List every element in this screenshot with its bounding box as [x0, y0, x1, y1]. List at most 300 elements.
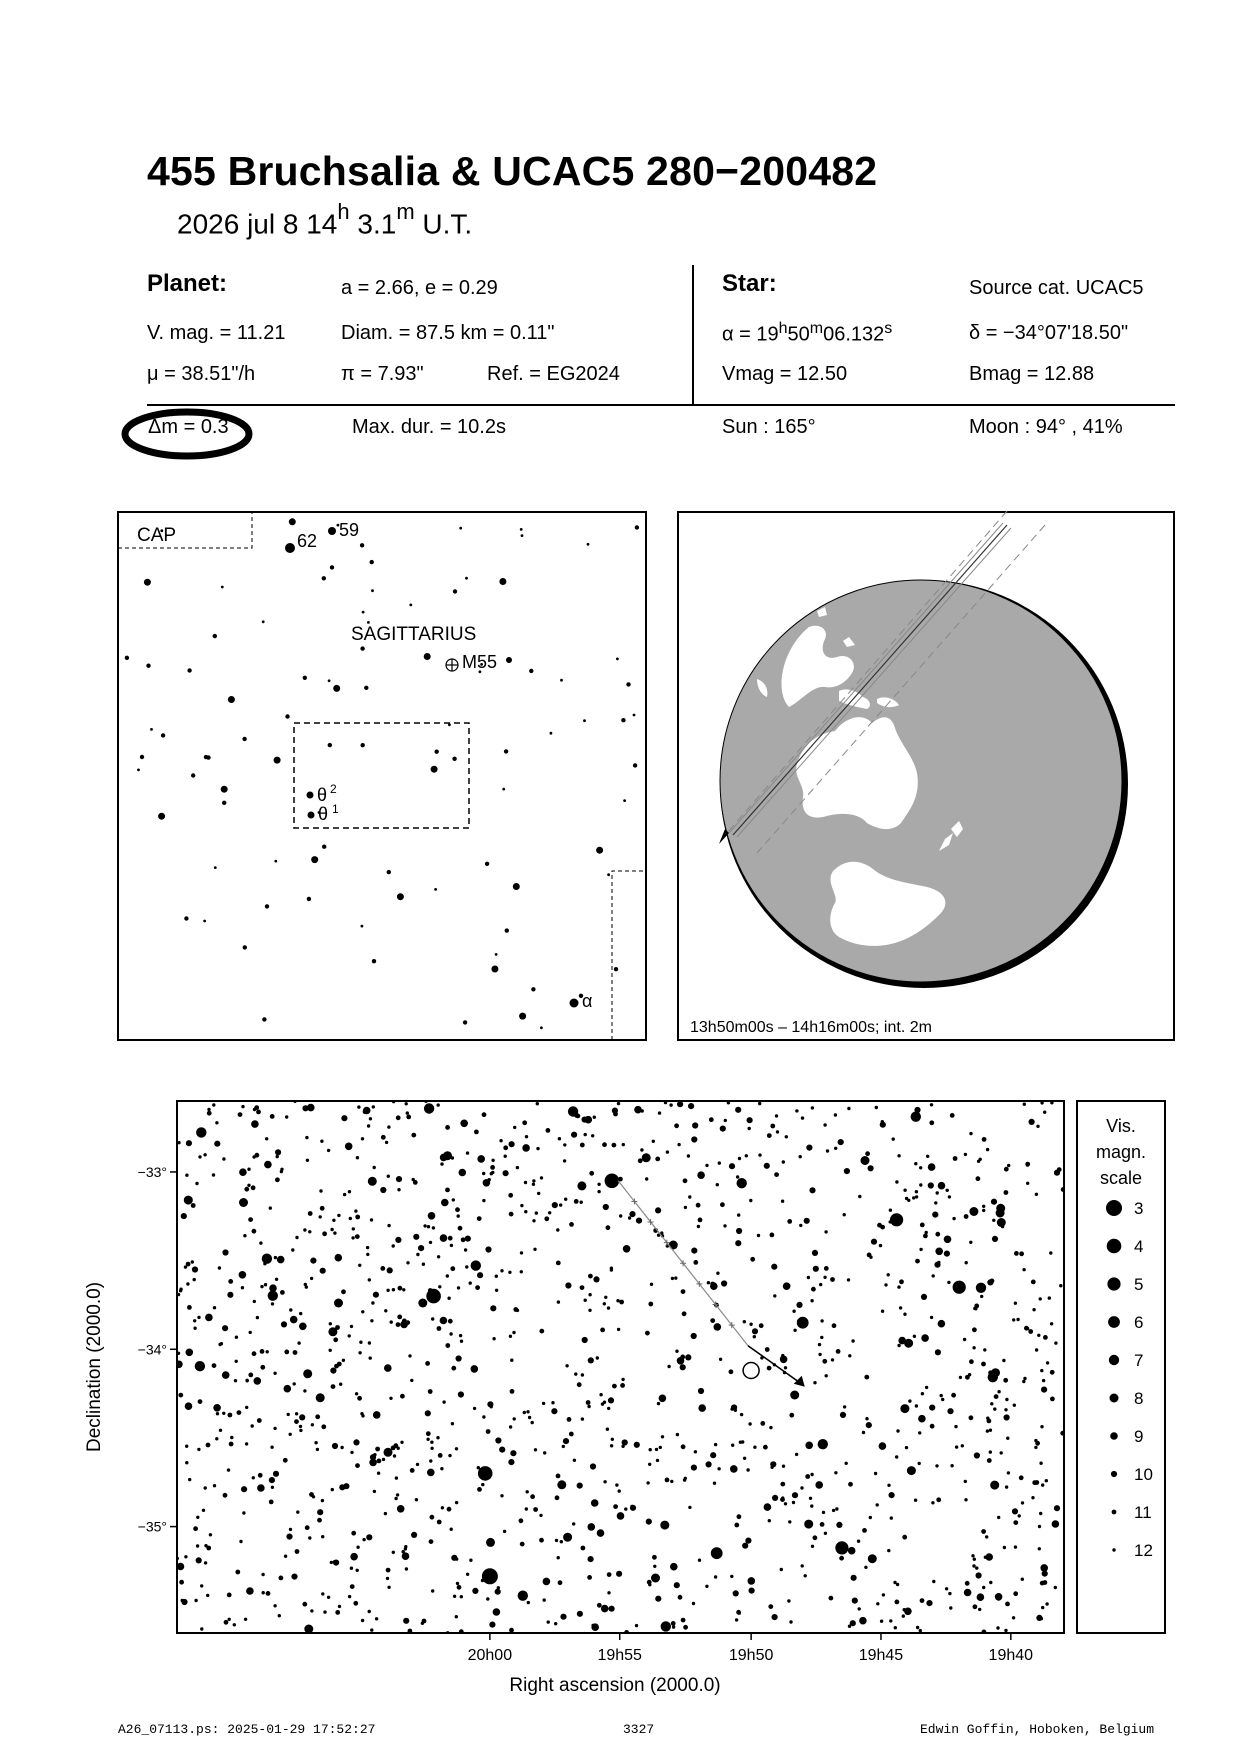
field-star: [895, 1600, 900, 1605]
x-tick-label: 19h50: [728, 1647, 774, 1664]
field-star: [329, 1322, 332, 1325]
field-star: [289, 1308, 292, 1311]
field-star: [390, 1320, 393, 1323]
field-star: [299, 1323, 307, 1331]
field-star: [834, 1147, 837, 1150]
field-star: [845, 1462, 848, 1465]
field-star: [445, 1343, 450, 1348]
field-star: [785, 1135, 788, 1138]
field-star: [357, 1105, 360, 1108]
field-star: [391, 1446, 396, 1451]
finder-star: [495, 953, 498, 956]
field-star: [815, 1481, 823, 1489]
field-star: [216, 1412, 219, 1415]
finder-star: [633, 714, 636, 717]
field-star: [745, 1538, 751, 1544]
field-star: [275, 1149, 281, 1155]
field-star: [607, 1572, 612, 1577]
finder-star: [424, 653, 431, 660]
field-star: [251, 1424, 254, 1427]
field-star: [466, 1151, 469, 1154]
field-star: [193, 1327, 196, 1330]
field-star: [915, 1259, 920, 1264]
field-star: [830, 1277, 835, 1282]
x-tick-label: 19h45: [858, 1647, 904, 1664]
field-star: [945, 1587, 948, 1590]
field-star: [657, 1402, 660, 1405]
field-star: [273, 1604, 276, 1607]
field-star: [822, 1359, 827, 1364]
field-star: [1024, 1326, 1029, 1331]
field-star: [294, 1419, 299, 1424]
field-star: [551, 1401, 554, 1404]
field-star: [310, 1258, 316, 1264]
field-star: [442, 1400, 445, 1403]
field-star: [882, 1593, 885, 1596]
label-theta2: θ: [317, 785, 328, 805]
field-star: [950, 1113, 955, 1118]
field-star: [191, 1203, 196, 1208]
field-star: [455, 1207, 460, 1212]
field-star: [659, 1395, 667, 1403]
field-star: [245, 1442, 248, 1445]
field-star: [640, 1148, 643, 1151]
finder-star: [328, 743, 332, 747]
field-star: [557, 1556, 560, 1559]
field-star: [207, 1111, 212, 1116]
field-star: [1019, 1251, 1024, 1256]
x-tick-label: 19h40: [988, 1647, 1034, 1664]
field-star: [677, 1101, 683, 1107]
field-star: [187, 1305, 192, 1310]
field-star: [239, 1168, 247, 1176]
field-star: [213, 1306, 216, 1309]
field-star: [773, 1294, 776, 1297]
field-star: [430, 1447, 433, 1450]
field-star: [868, 1554, 877, 1563]
field-star: [191, 1260, 194, 1263]
field-star: [283, 1458, 288, 1463]
field-star: [959, 1376, 962, 1379]
field-star: [455, 1557, 458, 1560]
finder-star: [265, 904, 269, 908]
bright-star: [605, 1174, 620, 1189]
field-star: [471, 1260, 481, 1270]
field-star: [691, 1248, 697, 1254]
star-right-ascension: $\alpha = 19^h50^m06.132^s$: [722, 320, 893, 346]
field-star: [429, 1539, 434, 1544]
field-star: [257, 1484, 265, 1492]
field-star: [340, 1446, 343, 1449]
field-star: [547, 1620, 550, 1623]
field-star: [247, 1168, 250, 1171]
finder-star: [161, 733, 165, 737]
field-star: [321, 1424, 326, 1429]
field-star: [972, 1564, 975, 1567]
field-star: [805, 1442, 813, 1450]
field-star: [317, 1518, 322, 1523]
field-star: [323, 1610, 326, 1613]
field-star: [750, 1257, 755, 1262]
field-star: [289, 1433, 292, 1436]
finder-star: [213, 634, 217, 638]
field-star: [509, 1212, 514, 1217]
field-star: [264, 1283, 267, 1286]
field-star: [269, 1206, 272, 1209]
field-star: [862, 1528, 867, 1533]
field-star: [387, 1125, 390, 1128]
field-star: [212, 1173, 215, 1176]
field-star: [618, 1489, 621, 1492]
field-star: [597, 1603, 602, 1608]
field-star: [493, 1608, 501, 1616]
legend-mag-label: 4: [1134, 1237, 1144, 1256]
field-star: [396, 1322, 401, 1327]
field-star: [1050, 1322, 1053, 1325]
field-star: [811, 1545, 814, 1548]
field-star: [1054, 1505, 1060, 1511]
field-star: [876, 1503, 879, 1506]
field-star: [546, 1128, 551, 1133]
field-star: [983, 1348, 986, 1351]
field-star: [710, 1282, 715, 1287]
field-star: [554, 1622, 557, 1625]
field-star: [449, 1332, 452, 1335]
field-star: [543, 1578, 551, 1586]
field-star: [597, 1190, 600, 1193]
event-datetime: 2026 jul 8 14$^h$ 3.1$^m$ U.T.: [177, 199, 473, 240]
field-star: [1000, 1451, 1003, 1454]
finder-star: [214, 866, 217, 869]
field-star: [969, 1207, 978, 1216]
field-star: [461, 1237, 466, 1242]
field-star: [228, 1618, 231, 1621]
field-star: [235, 1336, 238, 1339]
field-star: [369, 1356, 372, 1359]
field-star: [453, 1595, 456, 1598]
field-star: [759, 1323, 764, 1328]
bright-star: [478, 1466, 493, 1481]
field-star: [185, 1445, 188, 1448]
field-star: [963, 1338, 966, 1341]
field-star: [252, 1351, 257, 1356]
field-star: [1040, 1425, 1043, 1428]
field-star: [734, 1523, 739, 1528]
finder-star: [191, 773, 195, 777]
field-star: [772, 1614, 778, 1620]
finder-star: [360, 646, 364, 650]
field-star: [235, 1570, 240, 1575]
field-star: [413, 1234, 419, 1240]
finder-star: [453, 589, 457, 593]
field-star: [670, 1563, 678, 1571]
field-star: [887, 1549, 890, 1552]
field-star: [500, 1269, 503, 1272]
field-star: [481, 1483, 484, 1486]
field-star: [681, 1618, 686, 1623]
field-star: [308, 1230, 311, 1233]
field-star: [1035, 1193, 1038, 1196]
field-star: [386, 1568, 391, 1573]
field-star: [760, 1421, 765, 1426]
field-star: [926, 1600, 932, 1606]
field-star: [982, 1205, 985, 1208]
field-star: [522, 1120, 527, 1125]
field-star: [193, 1278, 196, 1281]
field-star: [262, 1591, 265, 1594]
field-star: [928, 1163, 936, 1171]
field-star: [602, 1142, 607, 1147]
field-star: [269, 1500, 274, 1505]
field-star: [430, 1441, 433, 1444]
field-star: [425, 1361, 430, 1366]
field-star: [218, 1266, 221, 1269]
field-star: [589, 1171, 594, 1176]
field-star: [767, 1133, 772, 1138]
field-star: [406, 1261, 409, 1264]
field-star: [427, 1469, 435, 1477]
field-star: [251, 1120, 259, 1128]
field-star: [280, 1290, 285, 1295]
field-star: [795, 1453, 798, 1456]
field-star: [303, 1228, 306, 1231]
field-star: [556, 1474, 561, 1479]
field-star: [291, 1574, 297, 1580]
field-star: [895, 1455, 898, 1458]
field-star: [351, 1236, 354, 1239]
field-star: [350, 1584, 355, 1589]
field-star: [197, 1448, 200, 1451]
field-star: [203, 1153, 206, 1156]
field-star: [355, 1215, 360, 1220]
field-star: [911, 1112, 921, 1122]
field-star: [929, 1405, 935, 1411]
field-star: [1005, 1602, 1010, 1607]
field-star: [266, 1350, 269, 1353]
field-star: [524, 1181, 527, 1184]
field-star: [875, 1106, 878, 1109]
field-star: [285, 1115, 288, 1118]
field-star: [448, 1236, 453, 1241]
field-star: [718, 1161, 721, 1164]
field-star: [209, 1533, 212, 1536]
field-star: [964, 1589, 972, 1597]
finder-star: [221, 586, 224, 589]
field-star: [670, 1480, 673, 1483]
field-star: [767, 1366, 772, 1371]
field-star: [848, 1625, 851, 1628]
field-star: [915, 1195, 918, 1198]
finder-star: [262, 1017, 266, 1021]
field-star: [564, 1198, 567, 1201]
field-star: [227, 1468, 230, 1471]
field-star: [836, 1349, 841, 1354]
field-star: [320, 1206, 325, 1211]
finder-star: [228, 696, 235, 703]
field-star: [428, 1389, 433, 1394]
field-star: [319, 1189, 322, 1192]
field-star: [445, 1188, 450, 1193]
field-star: [859, 1617, 867, 1625]
field-star: [852, 1598, 858, 1604]
field-star: [811, 1287, 816, 1292]
field-star: [874, 1472, 877, 1475]
field-star: [289, 1528, 292, 1531]
field-star: [972, 1346, 975, 1349]
field-star: [688, 1103, 694, 1109]
field-star: [1031, 1280, 1036, 1285]
field-star: [455, 1447, 458, 1450]
field-star: [560, 1540, 563, 1543]
field-star: [749, 1588, 755, 1594]
field-star: [331, 1384, 336, 1389]
field-star: [1042, 1379, 1045, 1382]
field-star: [397, 1315, 402, 1320]
field-star: [329, 1349, 332, 1352]
field-star: [349, 1217, 352, 1220]
finder-star: [243, 945, 247, 949]
field-star: [774, 1172, 779, 1177]
field-star: [423, 1224, 426, 1227]
planet-vmag: V. mag. = 11.21: [147, 322, 286, 344]
finder-star: [596, 847, 603, 854]
planet-diameter: Diam. = 87.5 km = 0.11": [341, 322, 555, 344]
field-star: [805, 1474, 810, 1479]
field-star: [366, 1253, 369, 1256]
field-star: [229, 1442, 234, 1447]
field-star: [813, 1535, 818, 1540]
field-star: [615, 1483, 618, 1486]
field-star: [652, 1140, 655, 1143]
field-star: [310, 1609, 313, 1612]
field-star: [255, 1153, 260, 1158]
legend-dot: [1110, 1394, 1119, 1403]
field-star: [398, 1286, 403, 1291]
field-star: [623, 1245, 631, 1253]
field-star: [919, 1166, 922, 1169]
field-star: [230, 1436, 233, 1439]
field-star: [305, 1525, 310, 1530]
field-star: [422, 1263, 425, 1266]
field-star: [743, 1457, 746, 1460]
field-star: [582, 1117, 588, 1123]
field-star: [373, 1411, 381, 1419]
field-star: [1038, 1547, 1041, 1550]
field-star: [389, 1397, 392, 1400]
field-star: [408, 1354, 411, 1357]
field-star: [188, 1478, 191, 1481]
field-star: [457, 1585, 462, 1590]
finder-star: [519, 1013, 526, 1020]
field-star: [996, 1209, 1005, 1218]
field-star: [1034, 1480, 1039, 1485]
field-star: [921, 1294, 927, 1300]
field-star: [204, 1486, 207, 1489]
field-star: [337, 1362, 342, 1367]
field-star: [196, 1544, 199, 1547]
field-star: [1041, 1483, 1044, 1486]
field-star: [416, 1463, 419, 1466]
field-star: [437, 1255, 440, 1258]
field-star: [994, 1394, 999, 1399]
field-star: [533, 1507, 538, 1512]
field-star: [603, 1302, 606, 1305]
field-star: [332, 1443, 338, 1449]
field-star: [368, 1177, 377, 1186]
field-star: [178, 1393, 183, 1398]
field-star: [367, 1124, 370, 1127]
field-star: [698, 1388, 704, 1394]
finder-star: [262, 620, 265, 623]
field-star: [938, 1182, 946, 1190]
field-star: [426, 1438, 429, 1441]
field-star: [350, 1451, 353, 1454]
field-star: [212, 1363, 217, 1368]
field-star: [523, 1411, 526, 1414]
field-star: [658, 1111, 661, 1114]
field-star: [811, 1106, 814, 1109]
field-star: [271, 1293, 274, 1296]
field-star: [438, 1453, 443, 1458]
field-star: [864, 1566, 867, 1569]
field-star: [947, 1281, 950, 1284]
field-star: [903, 1189, 906, 1192]
field-star: [1059, 1284, 1062, 1287]
y-tick-label: −33°: [137, 1163, 167, 1180]
field-star: [563, 1159, 566, 1162]
field-star: [628, 1216, 631, 1219]
field-star: [796, 1302, 802, 1308]
field-star: [271, 1486, 274, 1489]
field-star: [918, 1462, 921, 1465]
field-star: [770, 1233, 775, 1238]
field-star: [1021, 1578, 1024, 1581]
field-star: [200, 1584, 203, 1587]
field-star: [1003, 1546, 1006, 1549]
field-star: [215, 1437, 218, 1440]
field-star: [735, 1240, 741, 1246]
field-star: [519, 1518, 524, 1523]
field-star: [370, 1628, 373, 1631]
field-star: [438, 1285, 441, 1288]
legend-dot: [1110, 1432, 1118, 1440]
field-star: [801, 1564, 804, 1567]
field-star: [473, 1407, 476, 1410]
field-star: [973, 1307, 976, 1310]
field-star: [1038, 1525, 1041, 1528]
field-star: [222, 1412, 225, 1415]
finder-star: [502, 788, 505, 791]
field-star: [836, 1522, 842, 1528]
field-star: [573, 1459, 576, 1462]
field-star: [198, 1155, 201, 1158]
field-star: [638, 1158, 643, 1163]
field-star: [179, 1580, 184, 1585]
field-star: [780, 1568, 783, 1571]
field-star: [921, 1392, 924, 1395]
field-star: [781, 1354, 784, 1357]
field-star: [1021, 1501, 1024, 1504]
field-star: [876, 1602, 879, 1605]
planet-reference: Ref. = EG2024: [487, 363, 620, 385]
field-star: [404, 1545, 407, 1548]
field-star: [820, 1319, 823, 1322]
field-star: [565, 1364, 568, 1367]
field-star: [370, 1218, 373, 1221]
finder-star: [587, 543, 590, 546]
field-star: [824, 1532, 827, 1535]
field-star: [234, 1379, 237, 1382]
